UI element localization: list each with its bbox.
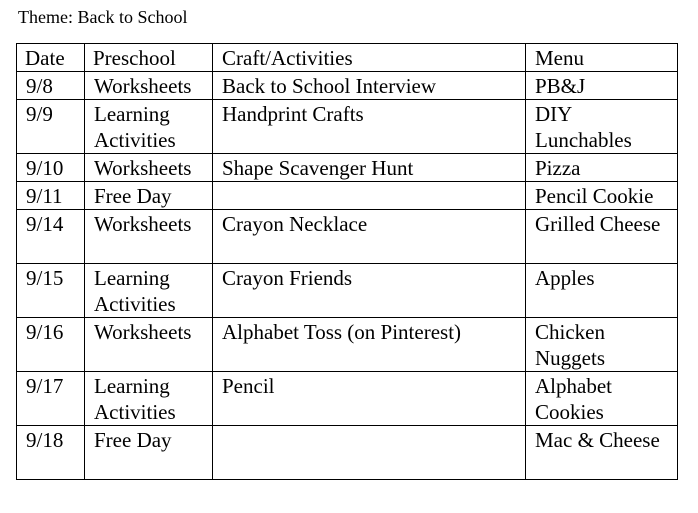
craft-cell: Crayon Necklace <box>213 210 526 264</box>
date-cell: 9/8 <box>17 72 85 100</box>
table-row <box>17 318 678 372</box>
table-row <box>17 182 678 210</box>
column-header-preschool: Preschool <box>85 44 213 72</box>
date-cell: 9/14 <box>17 210 85 264</box>
date-cell: 9/16 <box>17 318 85 372</box>
preschool-cell: Learning Activities <box>85 100 213 154</box>
table-row <box>17 210 678 264</box>
menu-cell: Pizza <box>526 154 678 182</box>
menu-cell: Chicken Nuggets <box>526 318 678 372</box>
date-cell: 9/11 <box>17 182 85 210</box>
craft-cell <box>213 182 526 210</box>
preschool-cell: Free Day <box>85 426 213 480</box>
column-header-date: Date <box>17 44 85 72</box>
craft-cell: Shape Scavenger Hunt <box>213 154 526 182</box>
table-row <box>17 264 678 318</box>
table-header-row <box>17 44 678 72</box>
menu-cell: PB&J <box>526 72 678 100</box>
table-row <box>17 372 678 426</box>
menu-cell: Pencil Cookie <box>526 182 678 210</box>
menu-cell: Mac & Cheese <box>526 426 678 480</box>
craft-cell: Crayon Friends <box>213 264 526 318</box>
craft-cell: Pencil <box>213 372 526 426</box>
craft-cell: Handprint Crafts <box>213 100 526 154</box>
table-row <box>17 100 678 154</box>
date-cell: 9/17 <box>17 372 85 426</box>
preschool-cell: Worksheets <box>85 72 213 100</box>
date-cell: 9/18 <box>17 426 85 480</box>
date-cell: 9/15 <box>17 264 85 318</box>
column-header-menu: Menu <box>526 44 678 72</box>
schedule-table <box>16 43 678 480</box>
preschool-cell: Worksheets <box>85 154 213 182</box>
preschool-cell: Worksheets <box>85 318 213 372</box>
craft-cell: Back to School Interview <box>213 72 526 100</box>
table-row <box>17 72 678 100</box>
menu-cell: Grilled Cheese <box>526 210 678 264</box>
theme-title: Theme: Back to School <box>18 7 188 27</box>
column-header-craft: Craft/Activities <box>213 44 526 72</box>
preschool-cell: Learning Activities <box>85 372 213 426</box>
craft-cell: Alphabet Toss (on Pinterest) <box>213 318 526 372</box>
date-cell: 9/9 <box>17 100 85 154</box>
table-row <box>17 426 678 480</box>
preschool-cell: Worksheets <box>85 210 213 264</box>
preschool-cell: Free Day <box>85 182 213 210</box>
date-cell: 9/10 <box>17 154 85 182</box>
menu-cell: Alphabet Cookies <box>526 372 678 426</box>
menu-cell: DIY Lunchables <box>526 100 678 154</box>
menu-cell: Apples <box>526 264 678 318</box>
table-row <box>17 154 678 182</box>
preschool-cell: Learning Activities <box>85 264 213 318</box>
craft-cell <box>213 426 526 480</box>
